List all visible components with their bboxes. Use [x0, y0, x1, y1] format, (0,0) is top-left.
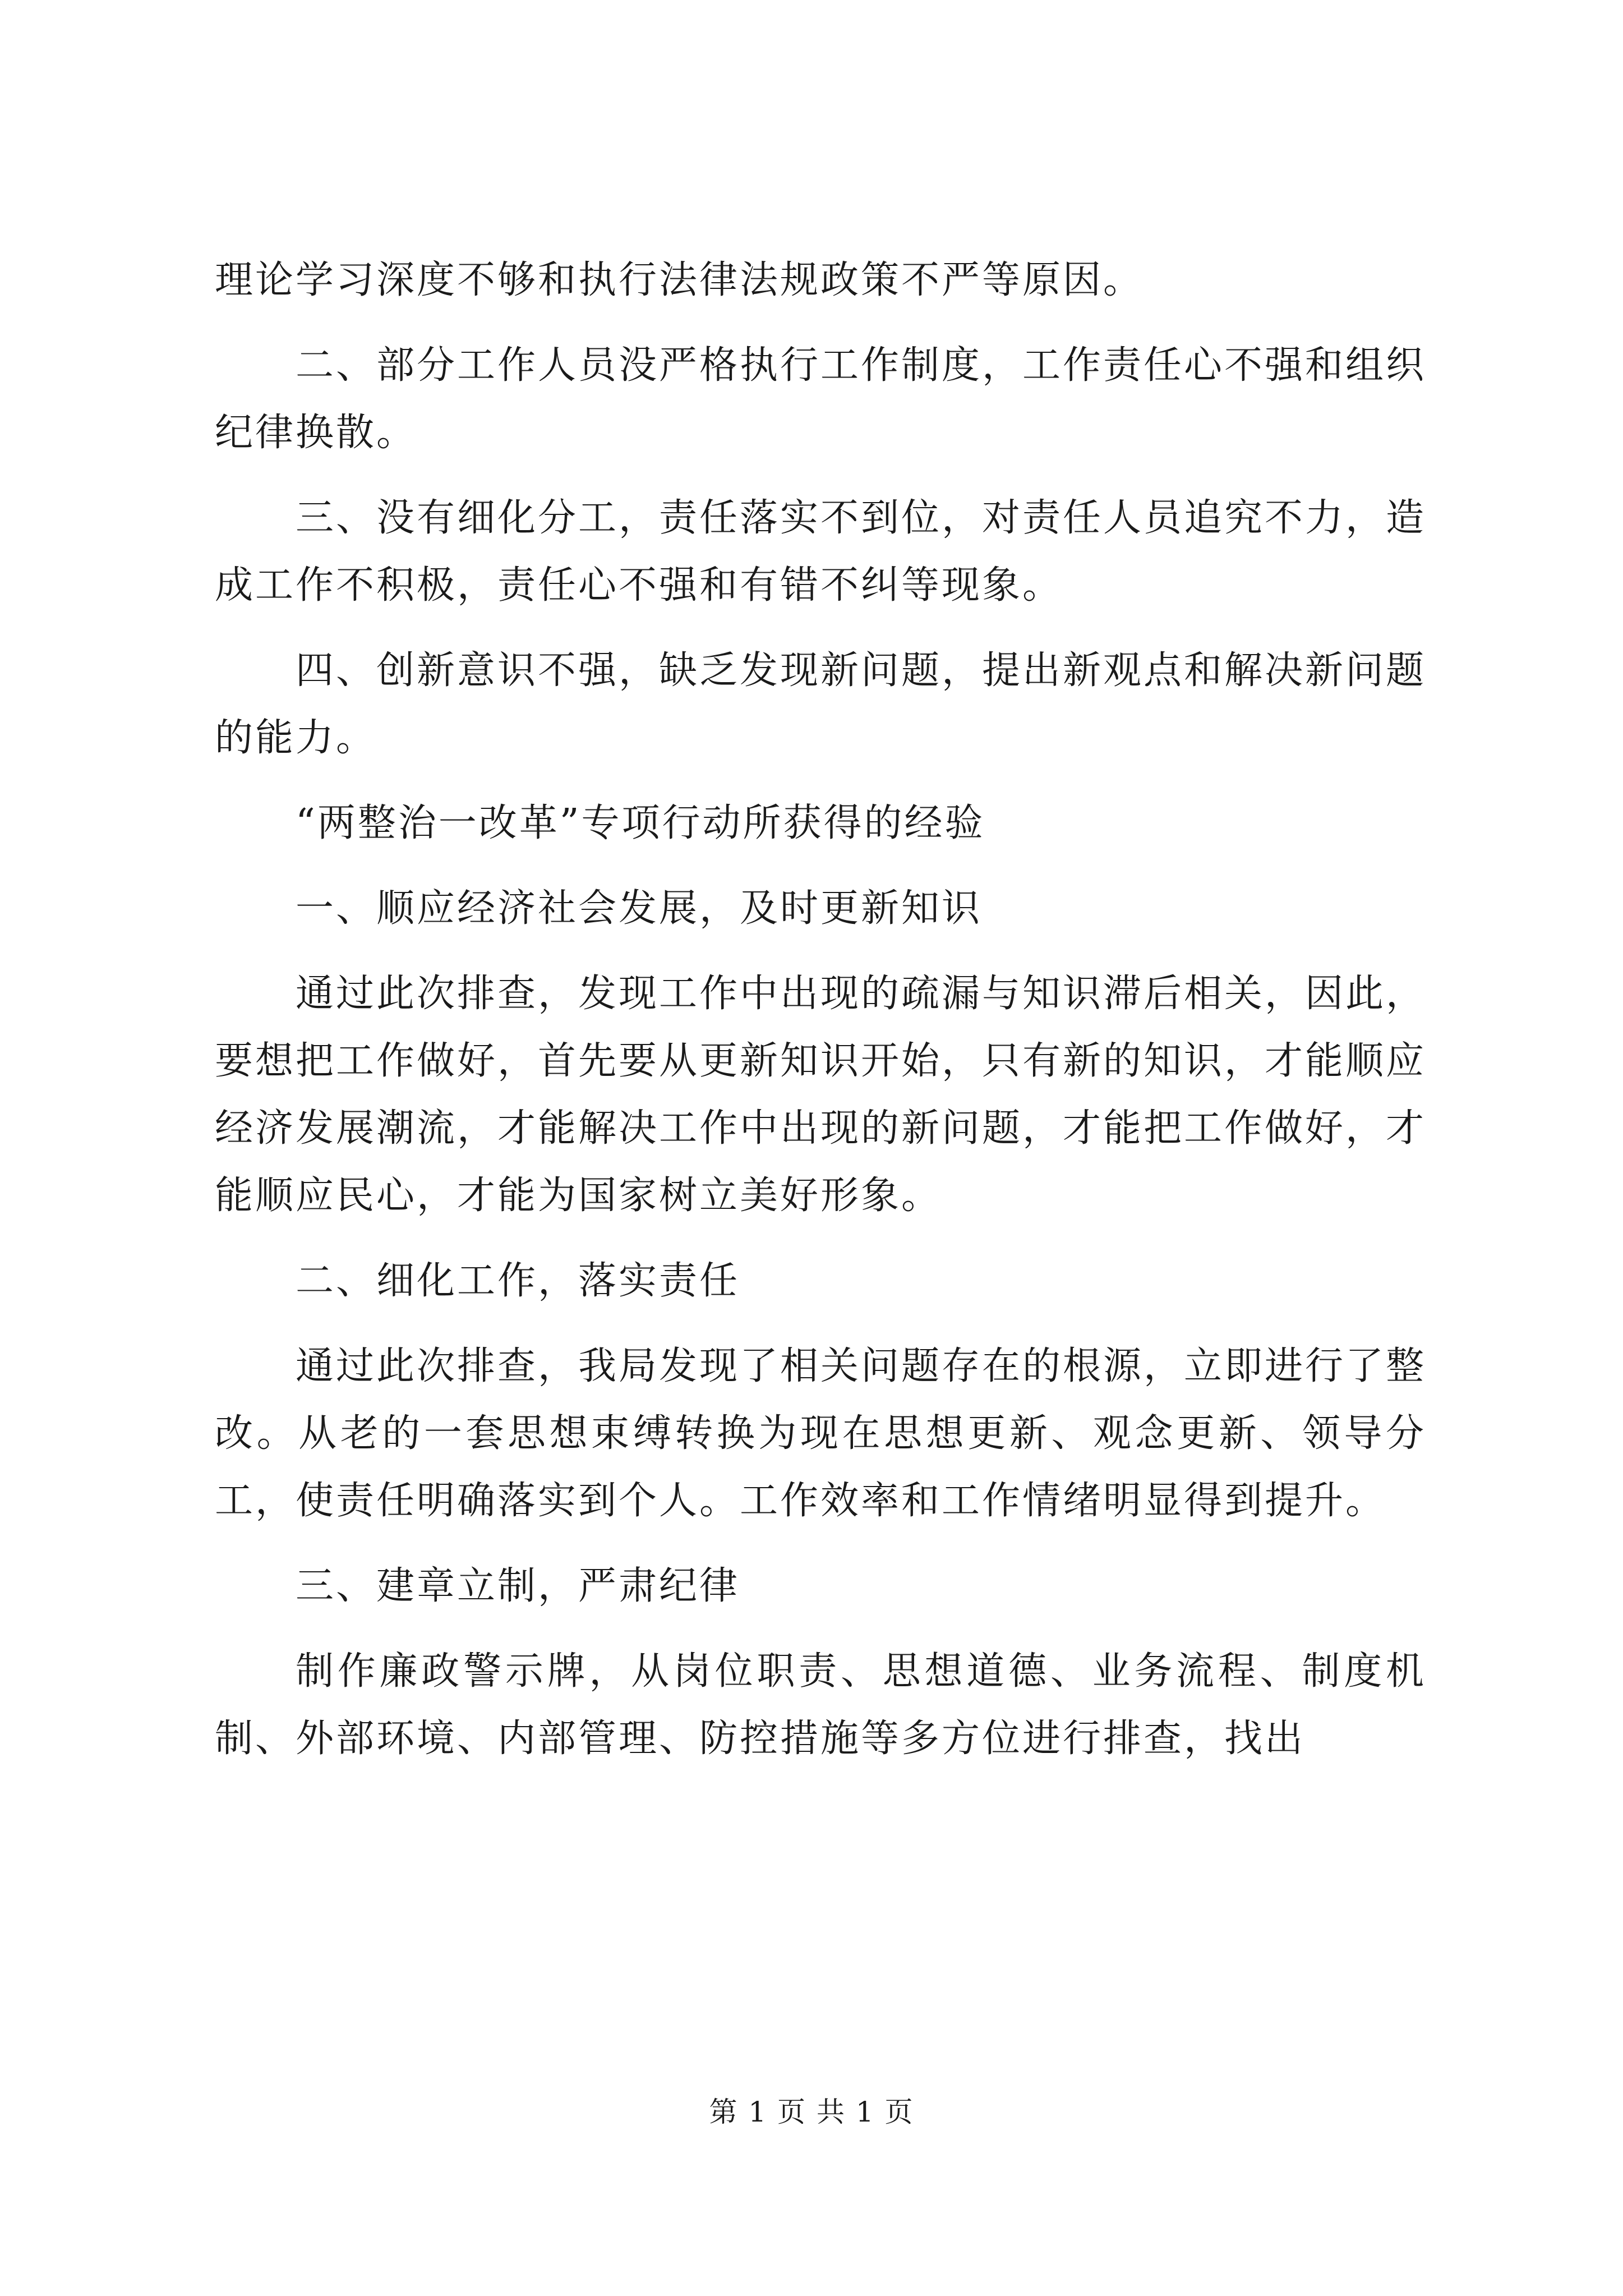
paragraph-2: 二、部分工作人员没严格执行工作制度，工作责任心不强和组织纪律换散。 [215, 343, 1427, 455]
paragraph-4: 四、创新意识不强，缺乏发现新问题，提出新观点和解决新问题的能力。 [215, 648, 1427, 760]
subheading-2: 二、细化工作，落实责任 [296, 1259, 740, 1303]
subheading-3: 三、建章立制，严肃纪律 [296, 1564, 740, 1608]
paragraph-7: 制作廉政警示牌，从岗位职责、思想道德、业务流程、制度机制、外部环境、内部管理、防控措施等多方位进行排查，找出 [215, 1649, 1426, 1761]
page-footer: 第 1 页 共 1 页 [709, 2096, 914, 2128]
paragraph-1: 理论学习深度不够和执行法律法规政策不严等原因。 [215, 258, 1144, 302]
paragraph-5: 通过此次排查，发现工作中出现的疏漏与知识滞后相关，因此，要想把工作做好，首先要从更新知识开始，只有新的知识，才能顺应经济发展潮流，才能解决工作中出现的新问题，才能把工作做好，才能顺应民心，才能为国家树立美好形象。 [215, 972, 1427, 1218]
section-heading-experience: “两整治一改革”专项行动所获得的经验 [296, 801, 985, 845]
paragraph-6: 通过此次排查，我局发现了相关问题存在的根源，立即进行了整改。从老的一套思想束缚转换为现在思想更新、观念更新、领导分工，使责任明确落实到个人。工作效率和工作情绪明显得到提升。 [215, 1344, 1427, 1523]
subheading-1: 一、顺应经济社会发展，及时更新知识 [296, 886, 983, 931]
document-body [215, 247, 1426, 1791]
paragraph-3: 三、没有细化分工，责任落实不到位，对责任人员追究不力，造成工作不积极，责任心不强和有错不纠等现象。 [215, 496, 1427, 608]
